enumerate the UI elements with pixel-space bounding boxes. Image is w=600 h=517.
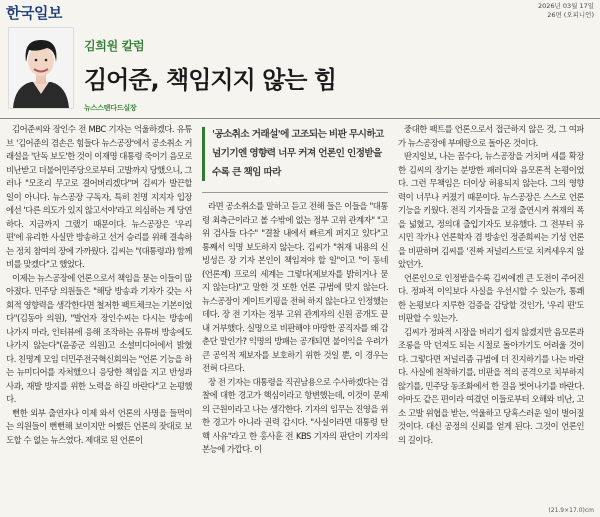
pull-quote-bar — [202, 127, 205, 181]
page-section: 26면 (오피니언) — [547, 11, 594, 19]
body-column-1 — [6, 123, 192, 509]
paragraph: 김어준씨와 장인수 전 MBC 기자는 억울하겠다. 유튜브 '김어준의 겸손은 힘들다 뉴스공장'에서 공소취소 거래설을 '단독 보도'한 것이 이재명 대통령 죽이기 음모로 비난받고 더불어민주당으로부터 고발까지 당했으니, 그러나 "모조리 무고로 결어버리겠다"며 김씨가 발끈할 일이 아니다. 뉴스공장 구독자, 특히 친명 지지자 입장에선 '다른 의도가 있지 않고서야'라고 의심하는 게 당연하다. 지금까지 그랬기 때문이다. 뉴스공장은 '우리 편'에 유리한 사실만 방송하고 선거 승리를 위해 결속하는 정치 참여의 장에 가까웠다. 김씨는 "(대통령과) 함께 비를 맞겠다"고 했었다. — [6, 124, 192, 269]
newspaper-name: 한국일보 — [6, 4, 62, 22]
header-divider — [0, 118, 600, 119]
publication-date: 2026년 03월 17일 — [537, 2, 594, 10]
paragraph: 중대한 팩트를 언론으로서 접근하지 않은 것, 그 여파가 뉴스공장에 부메랑으로 돌아온 것이다. — [398, 124, 584, 148]
pull-quote — [202, 123, 388, 193]
portrait-image — [9, 28, 73, 108]
paragraph: 라면 공소취소를 말하고 듣고 전해 들은 이들을 "대통령 최측근이라고 볼 수밖에 없는 정부 고위 관계자" "고위 검사들 다수" "결찰 내에서 빠르게 퍼지고 있다"고 통째서 익명 보도하지 않는다. 김씨가 "취재 내용의 신빙성은 장 기자 본인이 책임져야 할 일"이고 "이 동네(언론계) 프로의 세계는 그렇다(제보자를 밝히거나 묻지 않는다)"고 말한 것 또한 언론 규범에 맞지 않는다. 뉴스공장이 게이트키핑을 전혀 하지 않는다고 인정했는데다. 장 전 기자는 정부 고위 관계자의 신원 공개도 끝내 거부했다. 실명으로 비판해야 마땅한 공직자를 왜 감춘단 말인가? 익명의 방패는 공개되면 불이익을 우려가 큰 공익적 제보자를 보호하기 위한 것일 뿐, 이 경우는 전혀 다르다. — [202, 201, 388, 373]
paragraph: 딴지일보, 나는 꼼수다, 뉴스공장을 거치며 세를 확장한 김씨의 장기는 분방한 패러디와 음모론적 논평이었다. 그런 무책임은 더이상 허용되지 않는다. 그의 영향력이 너무나 커졌기 때문이다. 뉴스공장은 스스로 언론 기능을 키웠다. 전직 기자들을 고정 출연시켜 취재의 폭을 넓혔고, 정의대 출입기자도 보유했다. 그 전부터 유시민 작가나 언론학자 겸 방송인 정준희씨는 기성 언론을 비판하며 김씨를 '진짜 저널리스트'로 치켜세우지 않았던가. — [398, 151, 584, 269]
columnist-photo — [8, 27, 74, 109]
masthead — [0, 0, 600, 26]
pull-quote-text: '공소취소 거래설'에 고조되는 비판 무시하고 넘기기엔 영향력 너무 커져 언론인 인정받을수록 큰 책임 따라 — [212, 129, 384, 178]
paragraph: 이제는 뉴스공장에 언론으로서 책임을 묻는 이들이 많아졌다. 민주당 의원들은 "해당 방송과 기자가 갖는 사회적 영향력을 생각한다면 철저한 팩트체크는 기본이었다"(김동아 의원), "발언자 장인수씨는 다시는 방송에 나가지 마라, 인터뷰에 응해 조작하는 유튜버 방송에도 나가지 않는다"(윤종군 의원)고 소셜미디어에서 밝혔다. 친명계 모임 더민주전국혁신회의는 "언론 기능을 하는 뉴미디어를 자처했으니 응당한 책임을 지고 반성과 사과, 재발 방지를 위한 노력을 하길 바란다"고 논평했다. — [6, 272, 192, 404]
column-label: 김희원 칼럼 — [84, 39, 145, 53]
paragraph: 장 전 기자는 대통령을 직권남용으로 수사하겠다는 검찰에 대한 경고가 핵심이라고 항변했는데, 이것이 문제의 근원이라고 나는 생각한다. 기자의 임무는 진영을 위한 경고가 아니라 권력 감시다. "사실이라면 대통령 탄핵 사유"라고 한 홍사훈 전 KBS 기자의 판단이 기자의 본능에 가깝다. 이 — [202, 376, 388, 454]
article-headline: 김어준, 책임지지 않는 힘 — [84, 66, 337, 94]
body-column-3 — [398, 123, 584, 509]
paragraph: 김씨가 정파적 시장을 버리기 쉽지 않겠지만 음모론과 조롱을 막 던져도 되는 시절로 돌아가기도 어려울 것이다. 그렇다면 저널리즘 규범에 더 진지하기를 나는 바란다. 사실에 천착하기를, 비판을 적의 공격으로 치부하지 않기를, 민주당 동조화에서 한 걸음 벗어나기를 바란다. 아마도 같은 편이라 여겼던 이들로부터 오해와 비난, 고소 고발 위협을 받는, 억울하고 당혹스러운 일이 벌어질 것이다. 대신 공정의 신뢰를 얻게 된다. 그것이 언론인의 길이다. — [398, 326, 584, 445]
date-line — [538, 2, 594, 20]
paragraph: 뻔한 외부 출연자나 이제 와서 언론의 사명을 들먹이는 의원들이 뻔뻔해 보이지만 어쨌든 언론의 잣대로 보도할 수 없는 뉴스였다. 제대로 된 언론이 — [6, 407, 192, 445]
body-column-2 — [202, 200, 388, 509]
paragraph: 언론인으로 인정받을수록 김씨에겐 큰 도전이 주어진다. 정파적 이익보다 사실을 우선시할 수 있는가, 통쾌한 논평보다 지루한 검증을 감당할 것인가, '우리 편'도 비판할 수 있는가. — [398, 272, 584, 323]
size-footnote: (21.9×17.0)cm — [548, 507, 594, 514]
byline: 뉴스스탠다드실장 — [84, 104, 137, 112]
